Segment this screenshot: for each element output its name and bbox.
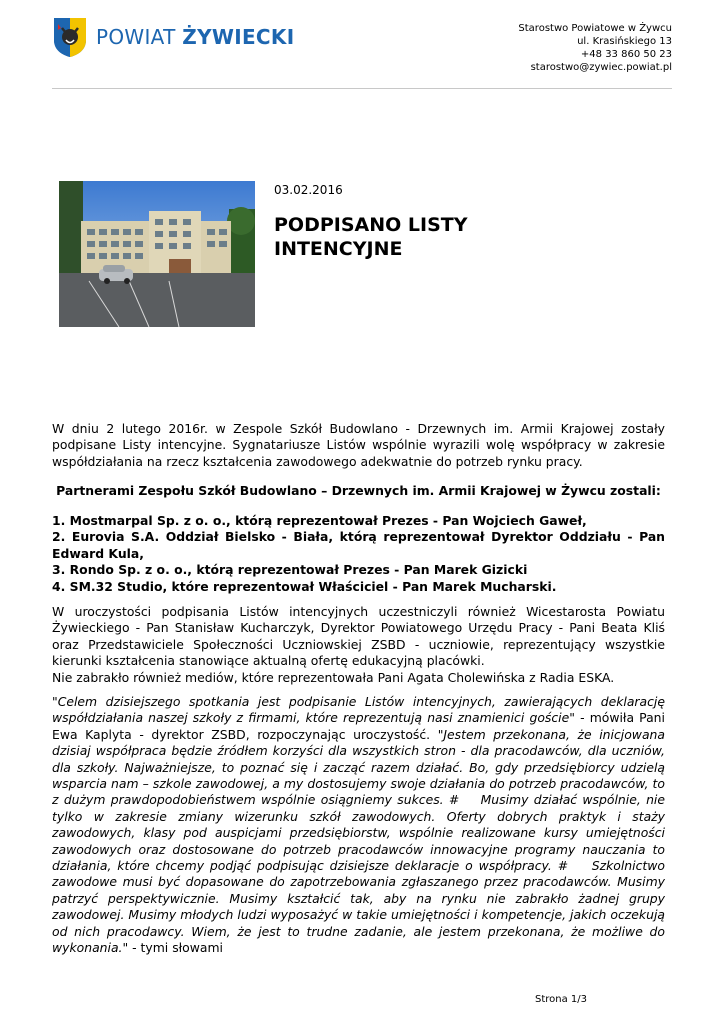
quote-text-1: "Celem dzisiejszego spotkania jest podpisanie Listów intencyjnych, zawierających deklarację współdziałania naszej szkoły z firmami, które reprezentują nasi znamienici goście [52, 694, 665, 726]
header-divider [52, 88, 672, 89]
list-item: 4. SM.32 Studio, które reprezentował Właściciel - Pan Marek Mucharski. [52, 578, 557, 594]
logo-text: POWIAT ŻYWIECKI [96, 25, 295, 49]
participants-paragraph [52, 604, 665, 686]
office-street: ul. Krasińskiego 13 [577, 36, 672, 47]
article-date: 03.02.2016 [274, 183, 343, 197]
quote-text-2: "Jestem przekonana, że inicjowana dzisiaj współpraca będzie źródłem korzyści dla wszystkich stron - dla pracodawców, dla uczniów, dla szkoły. Najważniejsze, to poznać się i zacząć razem działać. Bo, gdy przedsiębiorcy udzielą wsparcia nam – szkole zawodowej, a my dostosujemy swoje działania do potrzeb pracodawców, to z dużym prawdopodobieństwem wspólnie osiągniemy sukces. # ￼ ￼￼￼ ￼￼ Musimy działać wspólnie, nie tylko w zakresie zmiany wizerunku szkół zawodowych. Oferty dobrych praktyk i staży zawodowych, klasy pod auspicjami przedsiębiorstw, wspólnie realizowane kursy umiejętności zawodowych oraz dostosowane do potrzeb pracodawców innowacyjne programy nauczania to działania, które chcemy podjąć podpisując dzisiejsze deklaracje o współpracy. # ￼ ￼￼￼ ￼￼ Szkolnictwo zawodowe musi być dopasowane do zapotrzebowania zgłaszanego przez pracodawców. Musimy patrzyć perspektywicznie. Musimy kształcić tak, aby na rynku nie zabrakło żadnej grupy zawodowej. Musimy młodych ludzi wyposażyć w takie umiejętności i kompetencje, jakich oczekują od nich pracodawcy. Wiem, że jest to trudne zadanie, ale jestem przekonana, że możliwe do wykonania. [52, 726, 665, 956]
page-number: Strona 1/3 [535, 994, 588, 1005]
article-title: PODPISANO LISTY INTENCYJNE [274, 214, 468, 260]
office-email: starostwo@zywiec.powiat.pl [530, 62, 672, 73]
partners-heading: Partnerami Zespołu Szkół Budowlano – Drzewnych im. Armii Krajowej w Żywcu zostali: [56, 483, 661, 498]
partners-list [52, 513, 665, 595]
quote-attribution: " - mówiła Pani Ewa Kaplyta - dyrektor ZSBD, rozpoczynając uroczystość. [52, 710, 665, 742]
list-item: 3. Rondo Sp. z o. o., którą reprezentował Prezes - Pan Marek Gizicki [52, 562, 528, 578]
contact-info [518, 22, 672, 74]
school-building-photo [59, 181, 255, 327]
article-intro: W dniu 2 lutego 2016r. w Zespole Szkół Budowlano - Drzewnych im. Armii Krajowej zostały podpisane Listy intencyjne. Sygnatariusze Listów wspólnie wyrazili wolę współpracy w zakresie współdziałania na rzecz kształcenia zawodowego adekwatnie do potrzeb rynku pracy. [52, 421, 665, 469]
list-item: 1. Mostmarpal Sp. z o. o., którą reprezentował Prezes - Pan Wojciech Gaweł, [52, 513, 587, 528]
media-text: Nie zabrakło również mediów, które reprezentowała Pani Agata Cholewińska z Radia ESKA. [52, 669, 615, 685]
logo [52, 16, 294, 58]
coat-of-arms-icon [52, 16, 88, 58]
quote-continuation: " - tymi słowami [122, 940, 223, 956]
participants-text: W uroczystości podpisania Listów intencyjnych uczestniczyli również Wicestarosta Powiatu Żywieckiego - Pan Stanisław Kucharczyk, Dyrektor Powiatowego Urzędu Pracy - Pani Beata Kliś oraz Przedstawiciele Społeczności Uczniowskiej ZSBD - uczniowie, reprezentujący wszystkie kierunki kształcenia stanowiące aktualną ofertę edukacyjną placówki. [52, 604, 665, 669]
quote-paragraph [52, 694, 665, 957]
office-name: Starostwo Powiatowe w Żywcu [518, 23, 672, 34]
list-item: 2. Eurovia S.A. Oddział Bielsko - Biała, którą reprezentował Dyrektor Oddziału - Pan Edward Kula, [52, 529, 665, 561]
office-phone: +48 33 860 50 23 [580, 49, 672, 60]
